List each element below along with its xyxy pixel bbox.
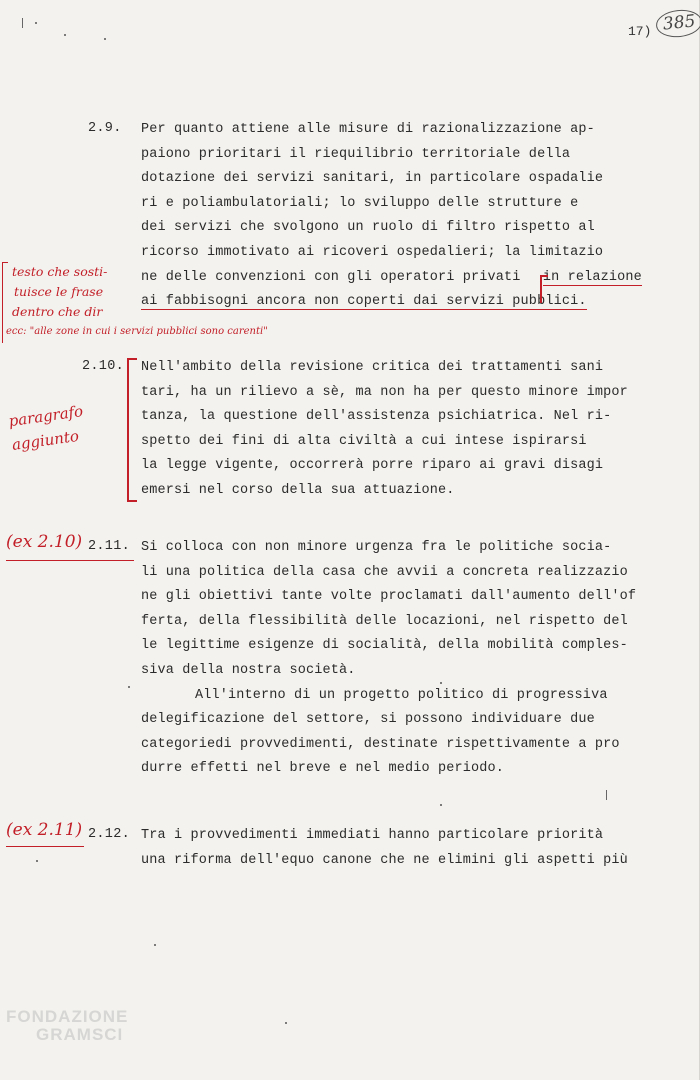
section-2-12-text: [141, 824, 651, 873]
watermark-line: FONDAZIONE: [6, 1007, 129, 1026]
text-line: ferta, della flessibilità delle locazioni, nel rispetto del: [141, 613, 628, 629]
added-paragraph-bracket: [127, 358, 137, 502]
text-line: ri e poliambulatoriali; lo sviluppo delle strutture e: [141, 195, 579, 211]
text-line: categoriedi provvedimenti, destinate rispettivamente a pro: [141, 736, 620, 752]
text-line: tari, ha un rilievo a sè, ma non ha per questo minore impor: [141, 384, 628, 400]
text-line: ricorso immotivato ai ricoveri ospedalieri; la limitazio: [141, 244, 604, 260]
stray-mark: [154, 944, 156, 946]
note-line: testo che sosti-: [12, 264, 108, 279]
text-line: siva della nostra società.: [141, 662, 356, 678]
text-line: dei servizi che svolgono un ruolo di filtro rispetto al: [141, 220, 595, 236]
stray-mark: [36, 860, 38, 862]
text-line: paiono prioritari il riequilibrio territoriale della: [141, 146, 571, 162]
archive-page-stamp: 385: [655, 8, 700, 40]
section-2-10-text: [141, 356, 651, 504]
inserted-phrase-continued: ai fabbisogni ancora non coperti dai servizi pubblici.: [141, 294, 587, 310]
stray-mark: [440, 804, 442, 806]
text-line: una riforma dell'equo canone che ne elimini gli aspetti più: [141, 852, 628, 868]
note-line: aggiunto: [10, 426, 80, 455]
former-number-underline: [6, 560, 134, 561]
text-line: ne gli obiettivi tante volte proclamati dall'aumento dell'of: [141, 589, 637, 605]
section-2-11-text: [141, 536, 651, 782]
text-line: All'interno di un progetto politico di progressiva: [195, 687, 608, 703]
text-line: li una politica della casa che avvii a concreta realizzazio: [141, 564, 628, 580]
former-number-note: (ex 2.11): [6, 820, 83, 840]
stray-mark: [64, 34, 66, 36]
former-number-note: (ex 2.10): [6, 532, 83, 552]
note-line: dentro che dir: [12, 304, 103, 319]
text-line: spetto dei fini di alta civiltà a cui intese ispirarsi: [141, 433, 587, 449]
stray-mark: [285, 1022, 287, 1024]
text-line: Per quanto attiene alle misure di razionalizzazione ap-: [141, 122, 595, 137]
stray-mark: [606, 790, 607, 800]
note-line: tuisce le frase: [14, 284, 104, 299]
watermark-line: GRAMSCI: [36, 1025, 124, 1044]
stray-mark: [128, 686, 130, 688]
text-line: delegificazione del settore, si possono individuare due: [141, 712, 595, 728]
note-line: ecc: "alle zone in cui i servizi pubblici sono carenti": [6, 326, 268, 337]
stray-mark: [35, 22, 37, 24]
insertion-bracket: [540, 275, 548, 303]
text-line: Tra i provvedimenti immediati hanno particolare priorità: [141, 828, 604, 843]
stray-mark: [104, 38, 106, 40]
section-number: 2.9.: [88, 121, 122, 136]
note-line: paragrafo: [7, 401, 85, 431]
section-number: 2.11.: [88, 539, 131, 554]
text-fragment: ne delle convenzioni con gli operatori privati: [141, 269, 521, 285]
text-line: emersi nel corso della sua attuazione.: [141, 482, 455, 498]
text-line: tanza, la questione dell'assistenza psichiatrica. Nel ri-: [141, 409, 612, 425]
stray-mark: [22, 18, 23, 28]
section-number: 2.12.: [88, 827, 131, 842]
text-line: Nell'ambito della revisione critica dei trattamenti sani: [141, 360, 604, 375]
text-line: Si colloca con non minore urgenza fra le politiche socia-: [141, 540, 612, 555]
margin-note-added-paragraph: [7, 399, 88, 457]
section-number: 2.10.: [82, 359, 125, 374]
margin-note-replacement: [4, 262, 268, 342]
inserted-phrase: in relazione: [542, 269, 642, 285]
archive-watermark: [6, 1008, 128, 1044]
text-line: le legittime esigenze di socialità, della mobilità comples-: [141, 638, 628, 654]
page-number: 17): [628, 24, 652, 39]
former-number-underline: [6, 846, 84, 847]
text-line: dotazione dei servizi sanitari, in particolare ospadalie: [141, 171, 604, 187]
text-line: la legge vigente, occorrerà porre riparo ai gravi disagi: [141, 458, 604, 474]
text-line: durre effetti nel breve e nel medio periodo.: [141, 761, 505, 777]
